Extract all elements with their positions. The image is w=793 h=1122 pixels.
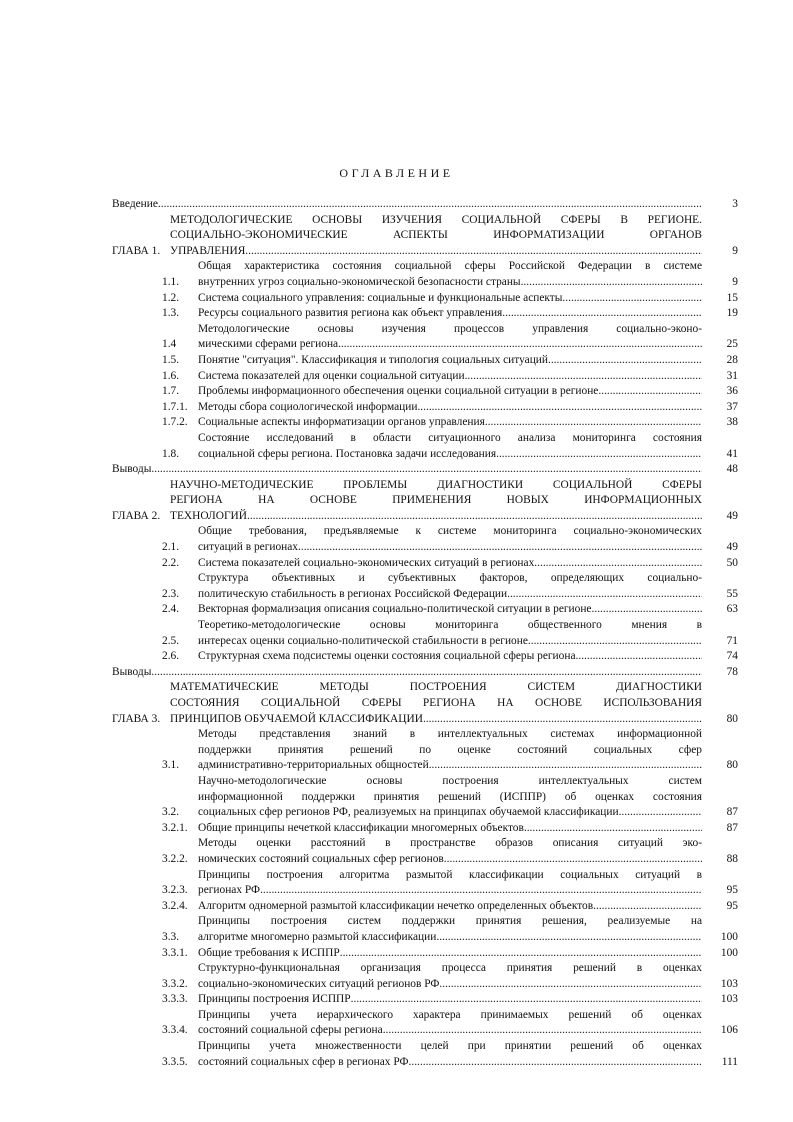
toc-section xyxy=(162,322,738,353)
leader-dots xyxy=(593,899,702,915)
toc-section xyxy=(162,992,738,1008)
toc-text xyxy=(198,431,702,462)
toc-number: ГЛАВА 2. xyxy=(112,509,161,522)
toc-last-line xyxy=(170,509,702,525)
toc-number: 2.2. xyxy=(162,556,180,569)
toc-page-number: 55 xyxy=(726,587,738,600)
toc-page-number: 103 xyxy=(720,993,738,1006)
toc-title: Проблемы информационного обеспечения оценки социальной ситуации в регионе xyxy=(198,385,599,398)
toc-section xyxy=(162,524,738,555)
leader-dots xyxy=(298,540,702,556)
leader-dots xyxy=(409,1055,703,1071)
toc-page-number: 87 xyxy=(726,821,738,834)
leader-dots xyxy=(534,556,702,572)
leader-dots xyxy=(247,509,702,525)
toc-page-number: 80 xyxy=(726,759,738,772)
toc-number: 3.3.1. xyxy=(162,946,188,959)
toc-text xyxy=(198,774,702,821)
toc-section xyxy=(162,306,738,322)
leader-dots xyxy=(151,665,702,681)
toc-text xyxy=(198,914,702,945)
leader-dots xyxy=(351,992,702,1008)
toc-title: мическими сферами региона xyxy=(198,338,339,351)
leader-dots xyxy=(151,462,702,478)
toc-text xyxy=(198,602,702,618)
leader-dots xyxy=(502,306,702,322)
toc-title: Система показателей социально-экономических ситуаций в регионах xyxy=(198,556,535,569)
toc-page-number: 38 xyxy=(726,416,738,429)
toc-last-line xyxy=(170,712,702,728)
leader-dots xyxy=(439,977,702,993)
toc-section xyxy=(162,914,738,945)
leader-dots xyxy=(260,883,702,899)
toc-title: ТЕХНОЛОГИЙ xyxy=(170,509,248,522)
toc-text xyxy=(198,992,702,1008)
toc-text xyxy=(198,306,702,322)
toc-page-number: 28 xyxy=(726,353,738,366)
toc-line: Методологические основы изучения процессов управления социально-эконо- xyxy=(198,322,702,335)
toc-page-number: 88 xyxy=(726,852,738,865)
toc-last-line xyxy=(198,758,702,774)
toc-number: 2.4. xyxy=(162,603,180,616)
toc-number: 1.7. xyxy=(162,385,180,398)
toc-last-line xyxy=(198,930,702,946)
toc-title: ситуаций в регионах xyxy=(198,541,299,554)
toc-text xyxy=(170,680,702,727)
toc-number: 1.7.2. xyxy=(162,416,188,429)
toc-text xyxy=(198,259,702,290)
toc-page-number: 41 xyxy=(726,447,738,460)
toc-line: НАУЧНО-МЕТОДИЧЕСКИЕ ПРОБЛЕМЫ ДИАГНОСТИКИ СОЦИАЛЬНОЙ СФЕРЫ xyxy=(170,478,702,491)
leader-dots xyxy=(158,197,702,213)
toc-text xyxy=(198,322,702,353)
toc-section xyxy=(162,946,738,962)
toc-title: Алгоритм одномерной размытой классификации нечетко определенных объектов xyxy=(198,899,594,912)
leader-dots xyxy=(338,337,702,353)
toc-title: социально-экономических ситуаций регионов РФ xyxy=(198,977,440,990)
toc-section xyxy=(162,431,738,462)
toc-page-number: 80 xyxy=(726,712,738,725)
toc-text xyxy=(198,415,702,431)
toc-section xyxy=(162,821,738,837)
toc-text xyxy=(198,961,702,992)
leader-dots xyxy=(423,712,702,728)
leader-dots xyxy=(383,1023,702,1039)
toc-text xyxy=(198,727,702,774)
toc-text xyxy=(198,353,702,369)
toc-title: номических состояний социальных сфер регионов xyxy=(198,852,444,865)
toc-last-line xyxy=(198,1055,702,1071)
leader-dots xyxy=(507,587,702,603)
toc-page-number: 63 xyxy=(726,603,738,616)
toc-title: интересах оценки социально-политической стабильности в регионе xyxy=(198,634,528,647)
toc-title: Выводы xyxy=(112,665,152,678)
toc-section xyxy=(162,618,738,649)
toc-title: внутренних угроз социально-экономической безопасности страны xyxy=(198,275,521,288)
toc-last-line xyxy=(198,852,702,868)
toc-entry xyxy=(112,197,738,213)
toc-title: социальной сферы региона. Постановка задачи исследования xyxy=(198,447,497,460)
toc-line: Общие требования, предъявляемые к системе мониторинга социально-экономических xyxy=(198,525,702,538)
toc-line: Состояние исследований в области ситуационного анализа мониторинга состояния xyxy=(198,431,702,444)
toc-chapter xyxy=(112,478,738,525)
toc-text xyxy=(198,384,702,400)
toc-last-line xyxy=(198,384,702,400)
toc-last-line xyxy=(198,883,702,899)
toc-text xyxy=(112,462,702,478)
toc-title: состояний социальных сфер в регионах РФ xyxy=(198,1055,409,1068)
toc-page-number: 100 xyxy=(720,930,738,943)
toc-last-line xyxy=(198,899,702,915)
toc-page-number: 95 xyxy=(726,884,738,897)
toc-last-line xyxy=(198,400,702,416)
toc-last-line xyxy=(198,291,702,307)
toc-last-line xyxy=(198,634,702,650)
toc-title: Система показателей для оценки социальной ситуации xyxy=(198,369,465,382)
toc-page-number: 36 xyxy=(726,385,738,398)
toc-page-number: 49 xyxy=(726,509,738,522)
toc-title: Принципы построения ИСППР xyxy=(198,993,351,1006)
toc-number: 2.6. xyxy=(162,650,180,663)
toc-text xyxy=(198,899,702,915)
toc-text xyxy=(198,571,702,602)
toc-entry xyxy=(112,462,738,478)
toc-section xyxy=(162,400,738,416)
toc-text xyxy=(198,400,702,416)
toc-section xyxy=(162,259,738,290)
leader-dots xyxy=(465,369,702,385)
toc-text xyxy=(112,197,702,213)
toc-text xyxy=(198,1039,702,1070)
toc-last-line xyxy=(198,992,702,1008)
toc-page-number: 37 xyxy=(726,400,738,413)
toc-last-line xyxy=(198,587,702,603)
toc-number: 1.3. xyxy=(162,307,180,320)
toc-entry xyxy=(112,665,738,681)
toc-last-line xyxy=(198,337,702,353)
toc-last-line xyxy=(198,447,702,463)
leader-dots xyxy=(598,384,702,400)
toc-line: Научно-методологические основы построения интеллектуальных систем xyxy=(198,774,702,787)
toc-text xyxy=(198,369,702,385)
toc-page-number: 87 xyxy=(726,806,738,819)
toc-text xyxy=(198,524,702,555)
toc-text xyxy=(198,946,702,962)
toc-last-line xyxy=(112,197,702,213)
toc-number: 3.2. xyxy=(162,806,180,819)
toc-title: Ресурсы социального развития региона как объект управления xyxy=(198,307,503,320)
toc-number: 1.7.1. xyxy=(162,400,188,413)
toc-last-line xyxy=(198,275,702,291)
leader-dots xyxy=(496,447,702,463)
toc-section xyxy=(162,291,738,307)
toc-page-number: 78 xyxy=(726,665,738,678)
toc-title: политическую стабильность в регионах Российской Федерации xyxy=(198,587,508,600)
toc-title: Методы сбора социологической информации xyxy=(198,400,418,413)
toc-page-number: 111 xyxy=(721,1055,738,1068)
toc-text xyxy=(198,836,702,867)
toc-line: Принципы построения систем поддержки принятия решения, реализуемые на xyxy=(198,915,702,928)
toc-page-number: 19 xyxy=(726,307,738,320)
toc-text xyxy=(198,1008,702,1039)
toc-section xyxy=(162,649,738,665)
toc-text xyxy=(198,649,702,665)
page-title: ОГЛАВЛЕНИЕ xyxy=(339,166,454,180)
toc-line: поддержки принятия решений по оценке состояний социальных сфер xyxy=(198,743,702,756)
toc-number: 1.2. xyxy=(162,291,180,304)
toc-chapter xyxy=(112,213,738,260)
toc-section xyxy=(162,836,738,867)
toc-title: Векторная формализация описания социально-политической ситуации в регионе xyxy=(198,603,592,616)
toc-line: СОЦИАЛЬНО-ЭКОНОМИЧЕСКИЕ АСПЕКТЫ ИНФОРМАТИЗАЦИИ ОРГАНОВ xyxy=(170,229,702,242)
toc-title: Общие требования к ИСППР xyxy=(198,946,340,959)
toc-number: 2.3. xyxy=(162,587,180,600)
toc-last-line xyxy=(198,946,702,962)
toc-page-number: 9 xyxy=(732,244,738,257)
toc-last-line xyxy=(198,977,702,993)
toc-page-number: 31 xyxy=(726,369,738,382)
toc-number: 2.5. xyxy=(162,634,180,647)
toc-page-number: 106 xyxy=(720,1024,738,1037)
leader-dots xyxy=(548,353,702,369)
toc-section xyxy=(162,353,738,369)
toc-title: Выводы xyxy=(112,463,152,476)
toc-last-line xyxy=(198,556,702,572)
toc-number: 3.3.5. xyxy=(162,1055,188,1068)
toc-number: 1.4 xyxy=(162,338,177,351)
leader-dots xyxy=(444,852,702,868)
toc-title: социальных сфер регионов РФ, реализуемых на принципах обучаемой классификации xyxy=(198,806,619,819)
toc-text xyxy=(198,618,702,649)
toc-section xyxy=(162,774,738,821)
toc-section xyxy=(162,384,738,400)
toc-number: 2.1. xyxy=(162,541,180,554)
leader-dots xyxy=(340,946,702,962)
toc-title: состояний социальной сферы региона xyxy=(198,1024,383,1037)
toc-section xyxy=(162,415,738,431)
leader-dots xyxy=(245,244,702,260)
toc-page-number: 49 xyxy=(726,541,738,554)
toc-line: Принципы учета множественности целей при принятии решений об оценках xyxy=(198,1040,702,1053)
toc-number: 1.5. xyxy=(162,353,180,366)
toc-section xyxy=(162,571,738,602)
table-of-contents xyxy=(112,197,738,1070)
toc-page-number: 100 xyxy=(720,946,738,959)
toc-text xyxy=(170,213,702,260)
toc-page-number: 74 xyxy=(726,650,738,663)
toc-title: Социальные аспекты информатизации органов управления xyxy=(198,416,485,429)
toc-number: 1.6. xyxy=(162,369,180,382)
toc-text xyxy=(198,821,702,837)
toc-title: ПРИНЦИПОВ ОБУЧАЕМОЙ КЛАССИФИКАЦИИ xyxy=(170,712,423,725)
toc-line: СОСТОЯНИЯ СОЦИАЛЬНОЙ СФЕРЫ РЕГИОНА НА ОСНОВЕ ИСПОЛЬЗОВАНИЯ xyxy=(170,697,702,709)
leader-dots xyxy=(619,805,702,821)
leader-dots xyxy=(417,400,702,416)
toc-number: 1.1. xyxy=(162,275,180,288)
toc-section xyxy=(162,961,738,992)
toc-page-number: 3 xyxy=(732,198,738,210)
toc-title: регионах РФ xyxy=(198,884,261,897)
toc-line: Принципы учета иерархического характера принимаемых решений об оценках xyxy=(198,1008,702,1021)
toc-number: 3.2.1. xyxy=(162,821,188,834)
toc-section xyxy=(162,369,738,385)
toc-number: 3.2.2. xyxy=(162,852,188,865)
toc-title: алгоритме многомерно размытой классификации xyxy=(198,930,437,943)
toc-text xyxy=(112,665,702,681)
toc-line: МЕТОДОЛОГИЧЕСКИЕ ОСНОВЫ ИЗУЧЕНИЯ СОЦИАЛЬНОЙ СФЕРЫ В РЕГИОНЕ. xyxy=(170,213,702,226)
toc-last-line xyxy=(112,462,702,478)
toc-line: МАТЕМАТИЧЕСКИЕ МЕТОДЫ ПОСТРОЕНИЯ СИСТЕМ ДИАГНОСТИКИ xyxy=(170,681,702,694)
toc-number: ГЛАВА 3. xyxy=(112,712,161,725)
toc-last-line xyxy=(198,602,702,618)
toc-last-line xyxy=(198,353,702,369)
toc-chapter xyxy=(112,680,738,727)
toc-page-number: 50 xyxy=(726,556,738,569)
toc-section xyxy=(162,602,738,618)
toc-line: Принципы построения алгоритма размытой классификации социальных ситуаций в xyxy=(198,868,702,881)
leader-dots xyxy=(592,602,703,618)
toc-number: 3.2.4. xyxy=(162,899,188,912)
leader-dots xyxy=(528,634,702,650)
leader-dots xyxy=(562,291,702,307)
leader-dots xyxy=(429,758,702,774)
toc-last-line xyxy=(112,665,702,681)
toc-title: Введение xyxy=(112,198,158,210)
toc-title: УПРАВЛЕНИЯ xyxy=(170,244,246,257)
toc-text xyxy=(198,291,702,307)
toc-last-line xyxy=(170,244,702,260)
leader-dots xyxy=(524,821,702,837)
toc-title: административно-территориальных общностей xyxy=(198,759,429,772)
toc-number: ГЛАВА 1. xyxy=(112,244,161,257)
toc-title: Структурная схема подсистемы оценки состояния социальной сферы региона xyxy=(198,650,576,663)
toc-text xyxy=(198,556,702,572)
toc-page-number: 71 xyxy=(726,634,738,647)
toc-title: Система социального управления: социальные и функциональные аспекты xyxy=(198,291,563,304)
toc-last-line xyxy=(198,1023,702,1039)
leader-dots xyxy=(485,415,702,431)
toc-section xyxy=(162,1008,738,1039)
toc-title: Общие принципы нечеткой классификации многомерных объектов xyxy=(198,821,524,834)
toc-page-number: 48 xyxy=(726,463,738,476)
toc-section xyxy=(162,1039,738,1070)
toc-last-line xyxy=(198,540,702,556)
toc-line: Структурно-функциональная организация процесса принятия решений в оценках xyxy=(198,962,702,975)
toc-last-line xyxy=(198,415,702,431)
toc-text xyxy=(198,868,702,899)
toc-line: информационной поддержки принятия решений (ИСППР) об оценках состояния xyxy=(198,790,702,803)
toc-page-number: 15 xyxy=(726,291,738,304)
toc-line: Общая характеристика состояния социальной сферы Российской Федерации в системе xyxy=(198,260,702,273)
toc-number: 3.3.2. xyxy=(162,977,188,990)
leader-dots xyxy=(521,275,702,291)
leader-dots xyxy=(576,649,703,665)
toc-line: Структура объективных и субъективных факторов, определяющих социально- xyxy=(198,572,702,585)
toc-number: 3.2.3. xyxy=(162,884,188,897)
toc-number: 3.3.4. xyxy=(162,1024,188,1037)
toc-last-line xyxy=(198,821,702,837)
toc-number: 3.3.3. xyxy=(162,993,188,1006)
leader-dots xyxy=(436,930,702,946)
toc-line: Методы оценки расстояний в пространстве образов описания ситуаций эко- xyxy=(198,837,702,850)
toc-page-number: 25 xyxy=(726,338,738,351)
toc-last-line xyxy=(198,805,702,821)
toc-line: РЕГИОНА НА ОСНОВЕ ПРИМЕНЕНИЯ НОВЫХ ИНФОРМАЦИОННЫХ xyxy=(170,494,702,507)
toc-page-number: 95 xyxy=(726,899,738,912)
toc-last-line xyxy=(198,649,702,665)
toc-line: Теоретико-методологические основы мониторинга общественного мнения в xyxy=(198,619,702,632)
toc-last-line xyxy=(198,369,702,385)
toc-number: 1.8. xyxy=(162,447,180,460)
toc-number: 3.3. xyxy=(162,930,180,943)
toc-page-number: 103 xyxy=(720,977,738,990)
toc-line: Методы представления знаний в интеллектуальных системах информационной xyxy=(198,728,702,741)
toc-section xyxy=(162,868,738,899)
toc-page-number: 9 xyxy=(732,275,738,288)
toc-section xyxy=(162,727,738,774)
toc-last-line xyxy=(198,306,702,322)
toc-title: Понятие "ситуация". Классификация и типология социальных ситуаций xyxy=(198,353,548,366)
toc-text xyxy=(170,478,702,525)
toc-section xyxy=(162,556,738,572)
toc-number: 3.1. xyxy=(162,759,180,772)
toc-section xyxy=(162,899,738,915)
